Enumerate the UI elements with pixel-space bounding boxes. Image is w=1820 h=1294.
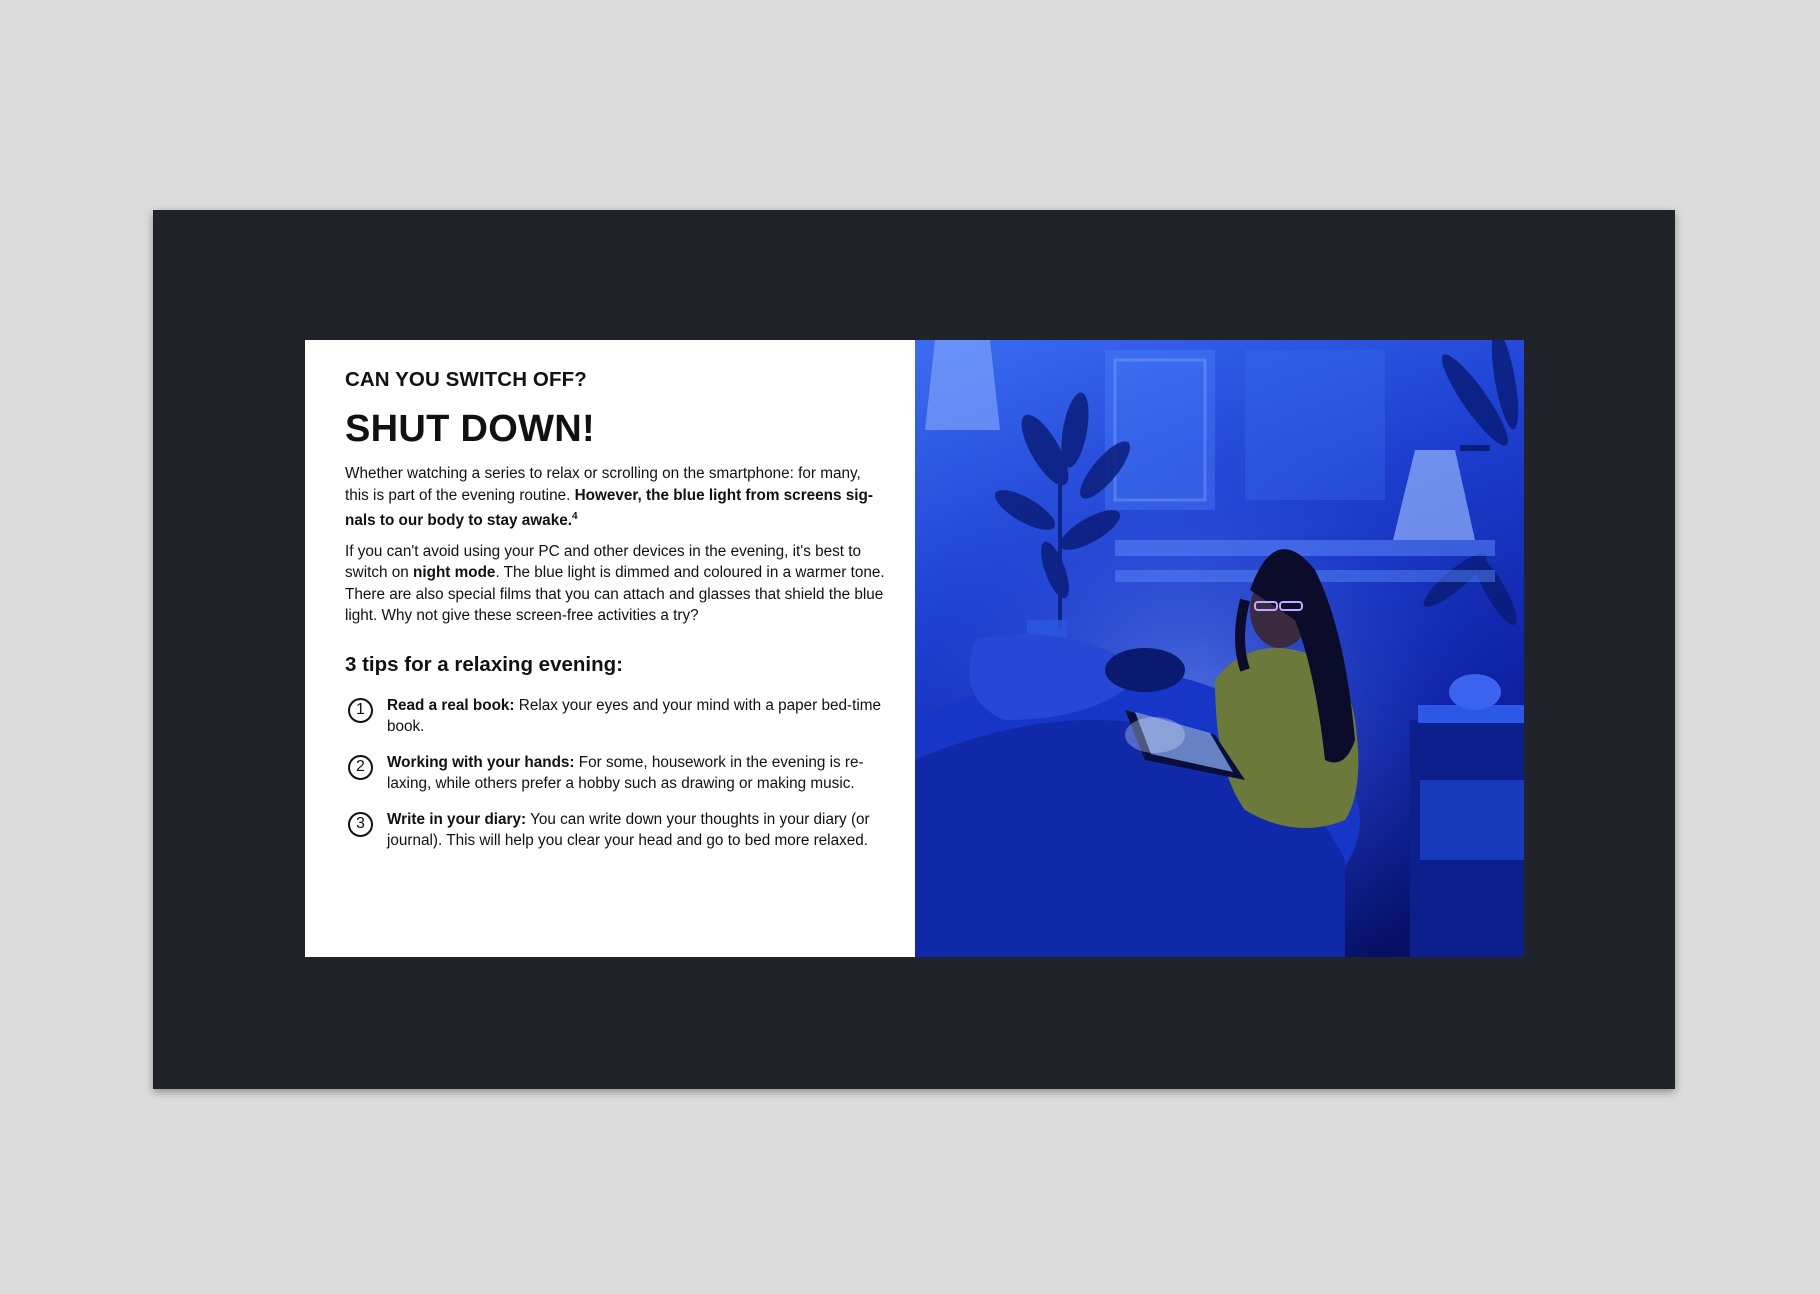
night-mode-term: night mode [413,564,496,582]
page-title: SHUT DOWN! [345,408,595,450]
night-mode-paragraph [345,541,885,627]
woman-reading-tablet-in-bed-illustration [915,340,1524,957]
tip-item [345,809,885,852]
tip-item [345,752,885,795]
tip-number-circle: 1 [348,698,373,723]
intro-text: Whether watching a series to relax or scrolling on the smartphone: for many, this is part of the evening routine. [345,465,861,504]
tip-text [387,695,885,738]
kicker-heading: CAN YOU SWITCH OFF? [345,368,587,391]
footnote-marker: 4 [571,511,578,522]
tip-body: For some, housework in the evening is re-laxing, while others prefer a hobby such as drawing or making music. [387,753,864,793]
tip-body: Relax your eyes and your mind with a paper bed-time book. [387,696,881,736]
tip-body: You can write down your thoughts in your diary (or journal). This will help you clear your head and go to bed more relaxed. [387,810,870,850]
intro-paragraph [345,463,885,532]
para2-before: If you can't avoid using your PC and other devices in the evening, it's best to switch on [345,542,862,582]
tip-item [345,695,885,738]
bedroom-photo [915,340,1524,957]
text-panel [305,340,915,957]
tip-title: Working with your hands: [387,753,575,771]
tip-number-circle: 3 [348,812,373,837]
intro-bold-text: However, the blue light from screens sig-nals to our body to stay awake. [345,486,873,530]
tip-title: Write in your diary: [387,810,527,828]
tip-number-circle: 2 [348,755,373,780]
tips-heading: 3 tips for a relaxing evening: [345,652,623,676]
para2-after: . The blue light is dimmed and coloured in a warmer tone. There are also special films that you can attach and glasses that shield the blue light. Why not give these screen-free activities a try? [345,564,885,625]
slide [305,340,1524,957]
tip-title: Read a real book: [387,696,515,714]
tip-text [387,752,885,795]
tip-text [387,809,885,852]
